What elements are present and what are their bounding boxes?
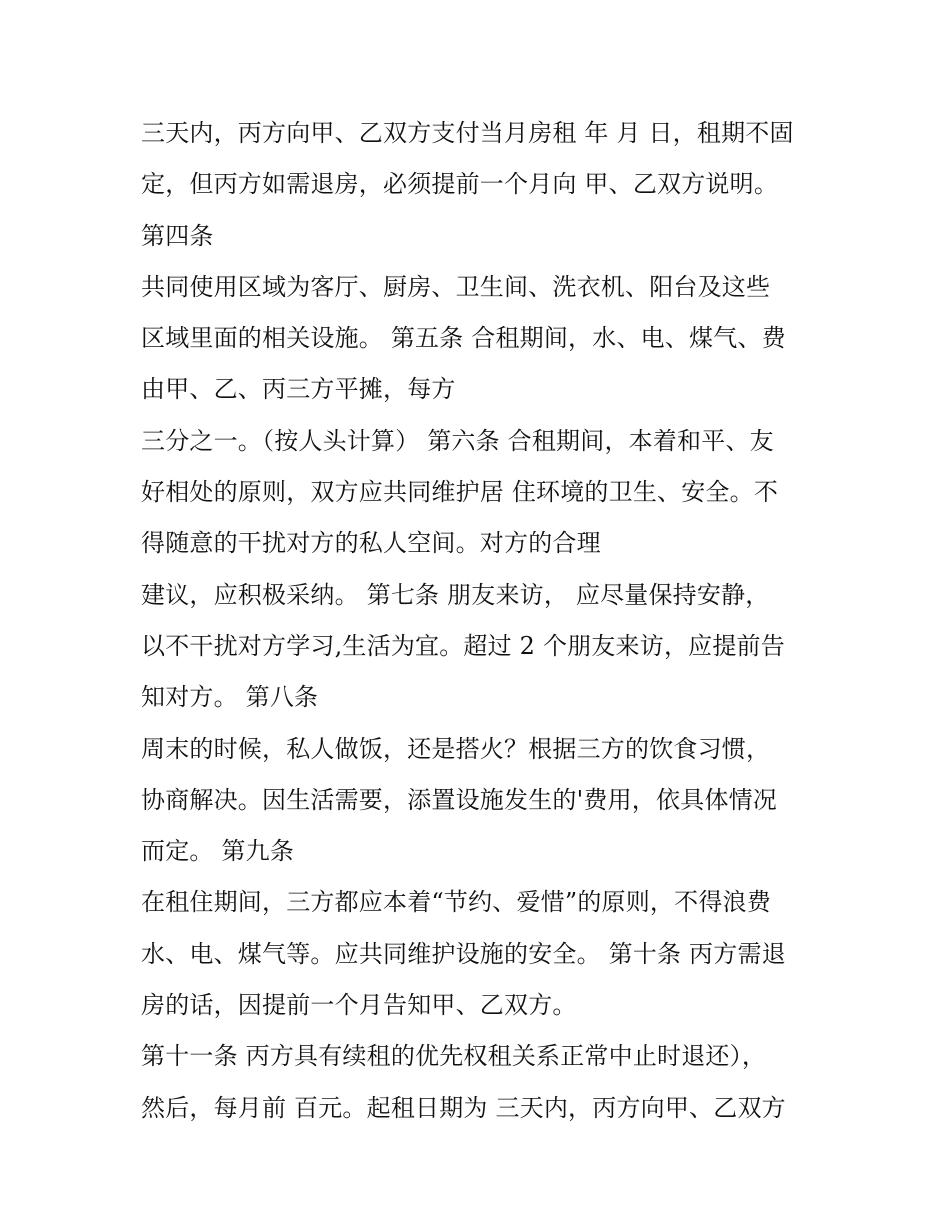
text-line: 共同使用区域为客厅、厨房、卫生间、洗衣机、阳台及这些 bbox=[141, 272, 771, 301]
text-line: 而定。 第九条 bbox=[141, 837, 295, 866]
text-line: 好相处的原则，双方应共同维护居 住环境的卫生、安全。不 bbox=[141, 478, 779, 507]
text-line: 三天内，丙方向甲、乙双方支付当月房租 年 月 日，租期不固 bbox=[141, 119, 794, 147]
text-line: 第十一条 丙方具有续租的优先权租关系正常中止时退还）， bbox=[141, 1042, 767, 1071]
text-line: 在租住期间，三方都应本着“节约、爱惜”的原则，不得浪费 bbox=[141, 888, 771, 917]
text-line: 知对方。 第八条 bbox=[141, 683, 319, 712]
text-line: 周末的时候，私人做饭，还是搭火？根据三方的饮食习惯， bbox=[141, 734, 771, 763]
text-line: 定，但丙方如需退房，必须提前一个月向 甲、乙双方说明。 bbox=[141, 170, 779, 199]
text-line: 三分之一。（按人头计算） 第六条 合租期间，本着和平、友 bbox=[141, 426, 774, 455]
text-line: 第四条 bbox=[141, 221, 214, 250]
document-body bbox=[141, 108, 841, 1134]
text-line: 建议，应积极采纳。 第七条 朋友来访， 应尽量保持安静， bbox=[141, 580, 770, 609]
text-line: 以不干扰对方学习,生活为宜。超过 2 个朋友来访，应提前告 bbox=[141, 631, 785, 660]
text-line: 水、电、煤气等。应共同维护设施的安全。 第十条 丙方需退 bbox=[141, 939, 786, 968]
text-line: 得随意的干扰对方的私人空间。对方的合理 bbox=[141, 529, 601, 558]
text-line: 房的话，因提前一个月告知甲、乙双方。 bbox=[141, 991, 577, 1020]
text-line: 区域里面的相关设施。 第五条 合租期间，水、电、煤气、费 bbox=[141, 324, 786, 353]
text-line: 由甲、乙、丙三方平摊，每方 bbox=[141, 375, 456, 404]
text-line: 协商解决。因生活需要，添置设施发生的'费用，依具体情况 bbox=[141, 785, 777, 814]
text-line: 然后，每月前 百元。起租日期为 三天内，丙方向甲、乙双方 bbox=[141, 1093, 786, 1122]
